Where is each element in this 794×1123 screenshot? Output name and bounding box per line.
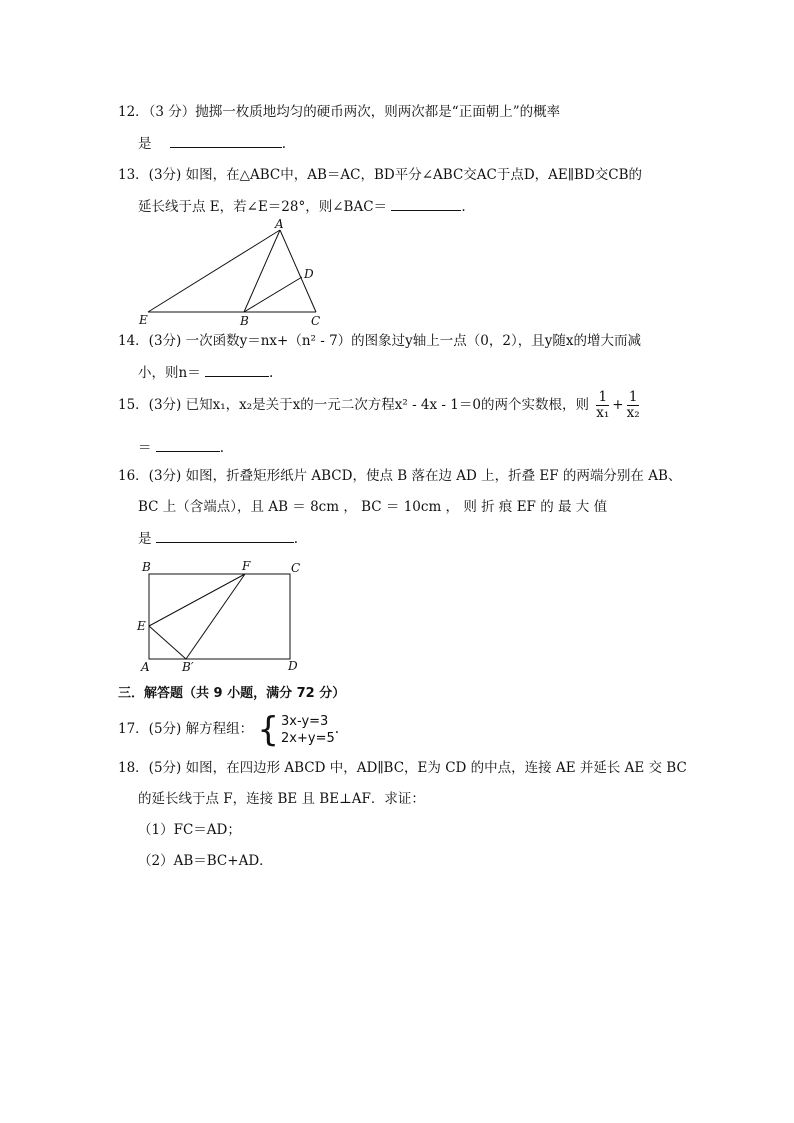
line-eb-prime xyxy=(149,626,186,659)
q18-line-1: 18．(5分) 如图，在四边形 ABCD 中，AD∥BC，E为 CD 的中点，连接 AE 并延长 AE 交 BC xyxy=(118,760,687,776)
q17-prefix: 17．(5分) 解方程组： xyxy=(118,721,254,737)
q15-line-1 xyxy=(118,390,643,421)
q15-plus-sign: + xyxy=(612,397,624,413)
q18-line-2: 的延长线于点 F，连接 BE 且 BE⊥AF．求证： xyxy=(138,791,425,807)
q17-equation-1: 3x-y=3 xyxy=(281,713,329,729)
q13-line-1: 13．(3分) 如图，在△ABC中，AB＝AC，BD平分∠ABC交AC于点D，AE∥BD交CB的 xyxy=(118,167,643,183)
q17-line xyxy=(118,710,339,748)
q15-equals: ＝ xyxy=(138,440,152,456)
q15-line-2 xyxy=(138,437,224,458)
point-label-e: E xyxy=(139,313,148,327)
q17-equation-2: 2x+y=5 xyxy=(281,730,335,746)
q17-suffix: . xyxy=(334,721,340,737)
q15-fraction-2 xyxy=(625,390,642,421)
q13-prefix: 延长线于点 E，若∠E＝28°，则∠BAC＝ xyxy=(138,199,388,215)
point-label-f: F xyxy=(242,559,251,573)
q13-line-2 xyxy=(138,196,466,217)
q12-line-1: 12．（3 分）抛掷一枚质地均匀的硬币两次，则两次都是“正面朝上”的概率 xyxy=(118,104,561,120)
q12-suffix: . xyxy=(281,136,287,152)
q15-answer-blank[interactable] xyxy=(156,437,220,452)
q16-answer-blank[interactable] xyxy=(156,528,294,543)
q16-line-1: 16．(3分) 如图，折叠矩形纸片 ABCD，使点 B 落在边 AD 上，折叠 EF 的两端分别在 AB、 xyxy=(118,468,682,484)
q14-suffix: . xyxy=(269,365,274,381)
q16-rectangle-figure xyxy=(134,558,314,676)
q14-line-1: 14．(3分) 一次函数y＝nx+（n² - 7）的图象过y轴上一点（0，2），且y随x的增大而减 xyxy=(118,333,641,349)
line-bd xyxy=(244,277,302,312)
q14-line-2 xyxy=(138,362,273,383)
q13-triangle-figure xyxy=(134,216,334,328)
q13-suffix: . xyxy=(461,199,466,215)
q14-prefix: 小，则n＝ xyxy=(138,365,201,381)
point-label-c: C xyxy=(291,561,301,575)
q13-answer-blank[interactable] xyxy=(391,196,461,211)
q18-part-2: （2）AB＝BC+AD． xyxy=(138,853,273,869)
q15-fraction-2-numerator: 1 xyxy=(628,389,638,405)
q14-answer-blank[interactable] xyxy=(205,362,269,377)
q15-prefix: 15．(3分) 已知x₁，x₂是关于x的一元二次方程x² - 4x - 1＝0的两个实数根，则 xyxy=(118,397,589,413)
point-label-a: A xyxy=(141,660,150,674)
q17-equation-system xyxy=(257,709,335,750)
q12-prefix: 是 xyxy=(138,136,152,152)
q16-suffix: . xyxy=(293,531,299,547)
point-label-b: B xyxy=(142,560,151,574)
line-ea xyxy=(148,230,280,312)
q16-prefix: 是 xyxy=(138,531,152,547)
point-label-d: D xyxy=(288,659,298,673)
q15-fraction-1-denominator: x₁ xyxy=(596,405,610,421)
section-3-heading: 三．解答题（共 9 小题，满分 72 分） xyxy=(118,686,346,701)
point-label-e: E xyxy=(137,619,146,633)
point-label-a: A xyxy=(275,217,284,231)
point-label-c: C xyxy=(311,314,321,328)
point-label-b-prime: B′ xyxy=(182,660,194,674)
q16-line-3 xyxy=(138,528,298,549)
q12-answer-blank[interactable] xyxy=(170,133,282,148)
q15-fraction-2-denominator: x₂ xyxy=(626,405,640,421)
line-ab xyxy=(244,230,280,312)
q15-fraction-1 xyxy=(594,390,611,421)
q15-suffix: . xyxy=(219,440,225,456)
line-fb-prime xyxy=(186,574,245,659)
q18-part-1: （1）FC＝AD； xyxy=(138,822,241,838)
line-ef xyxy=(149,574,245,626)
left-brace-icon: { xyxy=(257,709,280,750)
q17-equations xyxy=(281,713,335,747)
point-label-b: B xyxy=(240,314,249,328)
point-label-d: D xyxy=(304,267,314,281)
q15-fraction-1-numerator: 1 xyxy=(598,389,608,405)
q12-line-2 xyxy=(138,133,286,154)
rectangle-abcd xyxy=(149,574,290,659)
q16-line-2: BC 上（含端点），且 AB ＝ 8cm ， BC ＝ 10cm ， 则 折 痕 EF 的 最 大 值 xyxy=(138,499,608,515)
